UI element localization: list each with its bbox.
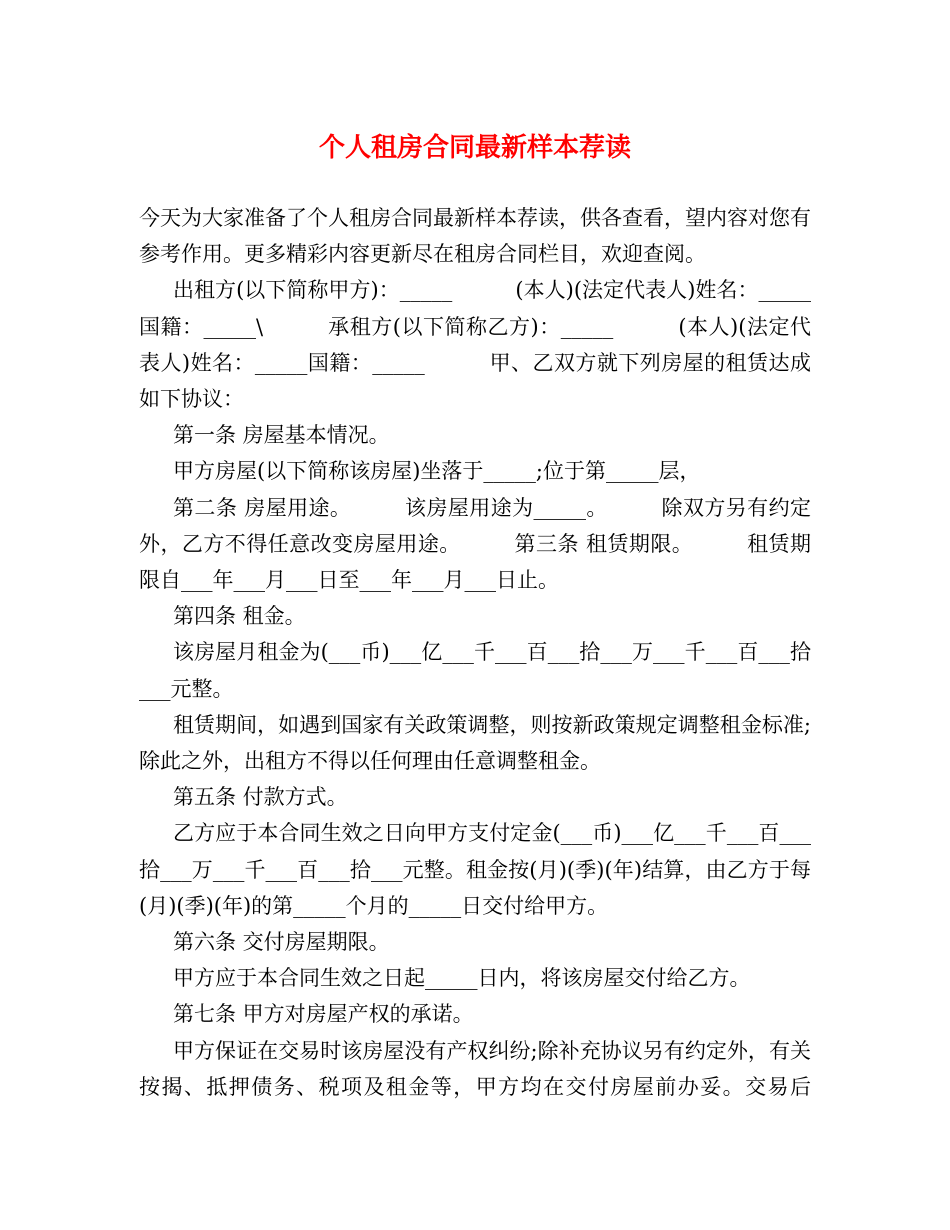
article-5-heading: 第五条 付款方式。 (173, 785, 348, 810)
article-1-location: 甲方房屋(以下简称该房屋)坐落于_____;位于第_____层， (173, 459, 701, 484)
intro-paragraph: 今天为大家准备了个人租房合同最新样本荐读，供各查看，望内容对您有参考作用。更多精彩内容更新尽在租房合同栏目，欢迎查阅。 (139, 206, 811, 267)
article-5-payment: 乙方应于本合同生效之日向甲方支付定金(___币)___亿___千___百___拾___万___千___百___拾___元整。租金按(月)(季)(年)结算，由乙方于每(月)(季)(年)的第_____个月的_____日交付给甲方。 (139, 821, 811, 918)
article-4-rent-amount: 该房屋月租金为(___币)___亿___千___百___拾___万___千___百___拾___元整。 (139, 640, 811, 701)
article-4-heading: 第四条 租金。 (173, 604, 306, 629)
article-6-heading: 第六条 交付房屋期限。 (173, 930, 390, 955)
article-7-promise: 甲方保证在交易时该房屋没有产权纠纷;除补充协议另有约定外，有关按揭、抵押债务、税项及租金等，甲方均在交付房屋前办妥。交易后 (139, 1038, 811, 1099)
article-6-delivery: 甲方应于本合同生效之日起_____日内，将该房屋交付给乙方。 (173, 966, 751, 991)
document-title: 个人租房合同最新样本荐读 (318, 133, 631, 163)
article-4-rent-adjustment: 租赁期间，如遇到国家有关政策调整，则按新政策规定调整租金标准;除此之外，出租方不得以任何理由任意调整租金。 (139, 712, 811, 774)
document-body (139, 200, 811, 1105)
parties-paragraph: 出租方(以下简称甲方)：_____ (本人)(法定代表人)姓名：_____国籍：_____\ 承租方(以下简称乙方)：_____ (本人)(法定代表人)姓名：_____国籍：_____ 甲、乙双方就下列房屋的租赁达成如下协议： (139, 278, 811, 412)
article-1-heading: 第一条 房屋基本情况。 (173, 423, 390, 448)
article-2-3-paragraph: 第二条 房屋用途。 该房屋用途为_____。 除双方另有约定外，乙方不得任意改变房屋用途。 第三条 租赁期限。 租赁期限自___年___月___日至___年___月___日止。 (139, 495, 811, 593)
article-7-heading: 第七条 甲方对房屋产权的承诺。 (173, 1002, 474, 1027)
